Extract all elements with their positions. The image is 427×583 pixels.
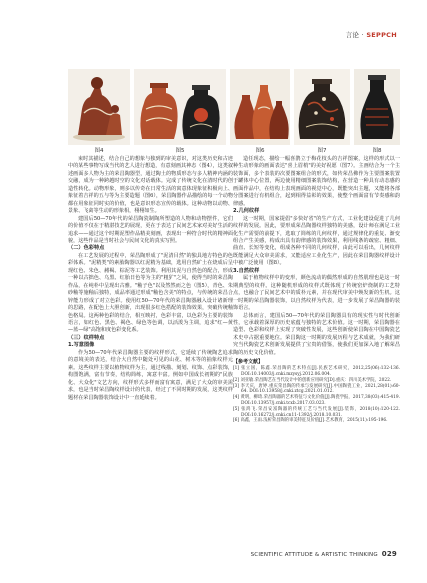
left-paragraph-1: 束时其描述，结合自己的想象与独到的审美意识，对这类历史和古迹中的某些事物写成当代的艺人进行想造，有意刻画其神态（图4），这类叙述画面多人物为主的荣昌陶器型，通过陶土的物质形态与多人精神内涵的交融，成为一种跨越时空的文化对话载体。完成了传统文化在清时代的创造性转化。动物形象，则多以传奇在日常生活的寓意体现象征积极向上、象征着吉祥的五与等为主要造题（图6），荣昌陶器作品描绘的每一个动物都在用象征同时实的价值，也是意识形态宣传的载体。这种动物以动物、景象、飞禽等生动的形象相，栩栩如生。 (68, 156, 233, 215)
figure-5-caption: 图5 (175, 148, 185, 154)
brand-name: SEPPCH (366, 31, 397, 39)
figure-8-image (354, 69, 400, 145)
right-paragraph-3: 属于植物纹样中的变形，颜色流动的偶然形成的自然肌理也是这一时期典型的纹样。这种随机形成的纹样式既体现了传统窑炉烧制的工艺特点，也融合了民间艺术中的质朴元素，并在现代审美中焕发新的生机。这一时期的荣昌陶器装饰，以自然纹样为代表，进一步发展了荣昌陶器的装饰语言。 (233, 275, 400, 312)
heading-color-features: （二）色彩特点 (68, 245, 105, 252)
right-column (233, 156, 400, 424)
reference-item: [2] 刘亚敏.荣昌陶艺在当代设计中的创新应用研究[D].重庆：四川美术学院，2022. (233, 377, 392, 383)
figure-6 (230, 69, 290, 155)
heading-geometric-patterns: 2.几何纹样 (233, 208, 260, 215)
left-paragraph-4: 作为50—70年代荣昌陶器主要的纹样形式，它延续了传统陶艺追求的意境美的表达，结合大自然中随处可见的山花、树木等的抽象纹样元素。这些纹样主要以植物纹样为主，通过线描、刻划、纹饰、点彩装饰，构图饱满，富有节奏，结构简练，寓意丰富。例如中国成长初期的"民族化、大众化"文艺方向，纹样形式多样而富有寓意，满足了大众的审美需求，也是当时荣昌陶纹样设计的代表，经过了不同时期的发展，这类纹样题材在荣昌陶器装饰设计中一直延续着。 (68, 349, 233, 401)
page-number: 029 (381, 550, 397, 558)
heading-natural-patterns: 3.自然纹样 (233, 267, 260, 274)
journal-name: SCIENTIFIC ATTITUDE & ARTISTIC THINKING (250, 552, 378, 558)
figure-5-image (134, 69, 226, 145)
left-column (68, 156, 233, 402)
references-title: 【参考文献】 (233, 359, 264, 366)
page-footer (251, 550, 397, 558)
figure-6-caption: 图6 (255, 148, 265, 154)
right-paragraph-2: 这一时期，国家提倡"多快好省"的生产方式，工业化建设促进了几何纹样的发展。因此，要形成荣昌陶器纹样独特的美感，设计师在满足工业化生产需要的前提下，选取了简练的几何纹样，通过规律化的重复、渐变组合产生美感，构成出具有韵律感的装饰效果，利用线条的疏密、粗细、曲直、长短等变化，组成各种不同的几何纹样，由此可以看出，几何纹样既能满足大众审美需求，又能适应工业化生产，因此在荣昌陶器纹样设计中被广泛使用（图8）。 (233, 215, 400, 267)
section-label: 言论 · SEPPCH (345, 31, 397, 39)
figure-8 (354, 69, 400, 155)
figure-4-caption: 图4 (94, 148, 104, 154)
left-paragraph-3: 在工艺发展的过程中，荣昌陶形成了"泥清目然"的独具地方特色的色彩体系。"泥精类"的素胎陶器以红泥精为基础，选用自然矿土在烧成后呈现红色、朱色、赭褐、棕泥等工艺装饰。利用其泥与自然色的配合，形成一种以古拙色、乌黑、红胎日色等为主的"粗犷"之风，使得当时的荣昌陶作品，在纯朴中呈现出古雅。"釉子色"以及然然而之色（图5），青色、朱砂釉等施釉后独特，成品率通过形成"釉色含美"的特点，与传统的荣昌合锌能力形成了对立色彩。使用红50—70年代的荣昌陶器融入设计诸新理的思路，在配色上大胆创新，出现很多红色搭配的装饰效果，突破传统釉色格局。这两种色彩的结合，相互映衬，色彩丰富，以色彩为主要的装饰语言，如红色、黑色、褐色、绿色等色调，以活泼为主调，追求"红—黄—蓝—绿"高饱和度色彩变化系。 (68, 252, 233, 334)
figure-strip (68, 69, 400, 155)
reference-item: [6] 高鑫，王雨.浅析荣昌陶的审美特征及价值[J].艺术教育，2015(11):195-196. (233, 418, 388, 424)
reference-item: [5] 张鸿飞.荣昌安富陶器的传统工艺与当代发展[J].装饰，2018(10):120-122. DOI:10.16272/j.cnki.cn11-1392/j.2018.10.031. (233, 406, 400, 418)
figure-7-image (294, 69, 350, 145)
figure-4 (68, 69, 130, 155)
figure-8-caption: 图8 (372, 148, 382, 154)
page-header (0, 0, 427, 40)
reference-item: [3] 李天庆，唐婷.重庆荣昌陶的传承与发展研究[J].中国陶瓷工业，2021,28(01):60-64. DOI:10.13958/j.cnki.ztcg.2021.01.012. (233, 383, 400, 395)
reference-item: [1] 张立国，陈鑫.荣昌陶的艺术特点[J].民族艺术研究，2012,25(06):132-136. DOI:10.14003/j.cnki.mzysyj.2012.06.004. (233, 366, 400, 378)
right-paragraph-4: 总体而言，建国后50—70年代的荣昌陶器具有的现实性与时代创新性，它承载着深厚的历史底蕴与独特的艺术价值。这一时期，荣昌陶器在造型、色彩和纹样上实现了突破性发展，这些创新使荣昌陶在中国陶瓷艺术史中占据重要地位。荣昌陶这一时期的发展历程与艺术成就，为我们研究当代陶瓷艺术创新发展提供了宝贵的借鉴，使我们更加深入地了解荣昌陶的历史文化价值。 (233, 312, 400, 356)
figure-6-image (230, 69, 290, 145)
figure-4-image (68, 69, 130, 145)
heading-pattern-features: （三）纹样特点 (68, 334, 105, 341)
references (233, 359, 400, 424)
left-paragraph-2: 建国后50—70年代的荣昌陶瓷制陶所塑造的人物和动物摆件，它们的价值不仅在于精湛技艺的展现，更在于表达了民间艺术家对美好生活的追求——通过这个时期泥塑作品精美刻画，表现出一种符合时代的精神面貌，这些作品是当时社会与民间文化的真实写照。 (68, 215, 233, 244)
reference-item: [4] 黄明，柳琦.荣昌陶器的艺术特征与文化价值[J].陶瓷学报，2017,38(03):415-419. DOI:10.13957/j.cnki.tcxb.2017.03.023. (233, 395, 400, 407)
right-paragraph-1: 造任现态，描绘一幅喜鹊立于梅花枝头的吉祥图案，这样的形式以一种生动形象的画面表达"喜上眉梢"的美好祝愿（图7）。主画结合为一个主装饰面，多个表装的次要图案组合的形式，如传荣昌佛作为主要图案装置于罐体中心位置，两边使用精细图案装饰结构，在营造一种具有动态感的画面作品中，在结构上表现画面的视觉中心，既能突出主题，又能将各部分图案进行有机组合，起到相得益彰的效果，使整个画面富有节奏感和韵律感。 (233, 156, 400, 207)
figure-7 (294, 69, 350, 155)
figure-7-caption: 图7 (317, 148, 327, 154)
heading-freehand-images: 1.写意图像 (68, 342, 95, 349)
figure-5 (134, 69, 226, 155)
